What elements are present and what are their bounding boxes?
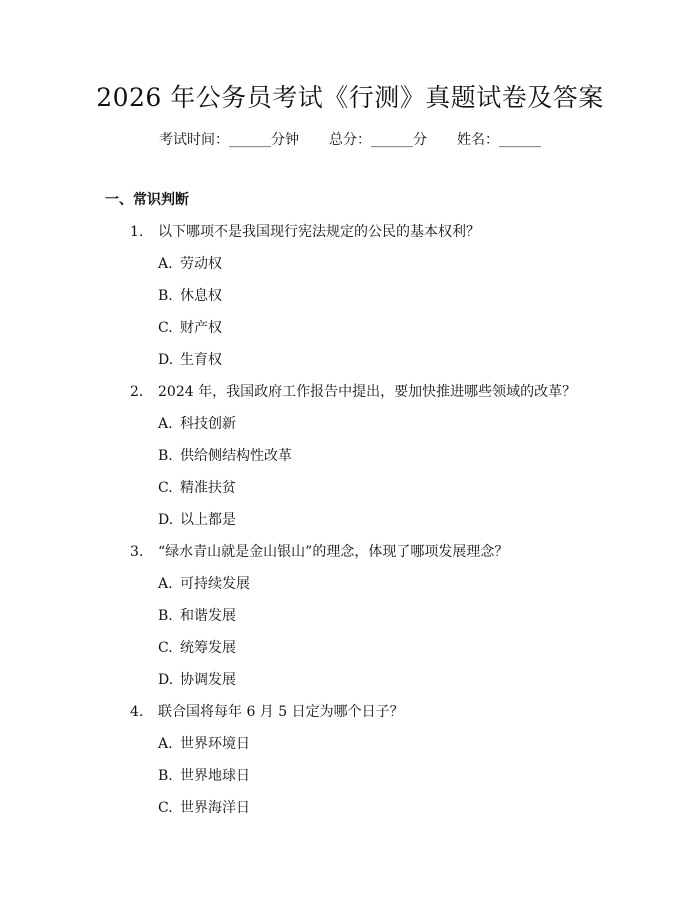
option-b — [0, 766, 700, 798]
option-letter: D. — [158, 512, 174, 528]
option-b — [0, 286, 700, 318]
total-score-field: 总分：______分 — [329, 132, 427, 148]
option-text: 供给侧结构性改革 — [180, 448, 292, 464]
option-letter: C. — [158, 800, 173, 816]
question-4 — [0, 702, 700, 830]
section-heading: 一、常识判断 — [105, 192, 189, 208]
option-text: 世界地球日 — [180, 768, 250, 784]
question-stem — [0, 702, 700, 734]
option-b — [0, 606, 700, 638]
exam-time-field: 考试时间：______分钟 — [159, 132, 299, 148]
option-a — [0, 414, 700, 446]
option-text: 劳动权 — [180, 256, 222, 272]
question-text: 以下哪项不是我国现行宪法规定的公民的基本权利？ — [158, 224, 480, 240]
option-c — [0, 798, 700, 830]
option-text: 统筹发展 — [180, 640, 236, 656]
option-letter: B. — [158, 288, 173, 304]
option-letter: D. — [158, 672, 174, 688]
option-d — [0, 350, 700, 382]
option-letter: B. — [158, 768, 173, 784]
option-text: 以上都是 — [180, 512, 236, 528]
option-letter: B. — [158, 448, 173, 464]
name-field: 姓名：______ — [457, 132, 541, 148]
option-text: 休息权 — [180, 288, 222, 304]
option-text: 可持续发展 — [180, 576, 250, 592]
option-text: 生育权 — [180, 352, 222, 368]
option-letter: B. — [158, 608, 173, 624]
option-text: 世界环境日 — [180, 736, 250, 752]
option-text: 协调发展 — [180, 672, 236, 688]
option-text: 财产权 — [180, 320, 222, 336]
option-c — [0, 318, 700, 350]
question-2 — [0, 382, 700, 542]
option-b — [0, 446, 700, 478]
option-a — [0, 574, 700, 606]
option-letter: A. — [158, 416, 173, 432]
option-c — [0, 478, 700, 510]
question-stem — [0, 382, 700, 414]
option-text: 和谐发展 — [180, 608, 236, 624]
option-text: 科技创新 — [180, 416, 236, 432]
page-title: 2026 年公务员考试《行测》真题试卷及答案 — [96, 83, 604, 112]
exam-meta — [0, 130, 700, 150]
option-text: 世界海洋日 — [180, 800, 250, 816]
question-number: 3. — [130, 544, 144, 560]
question-text: 联合国将每年 6 月 5 日定为哪个日子？ — [158, 704, 404, 720]
option-a — [0, 254, 700, 286]
option-letter: C. — [158, 480, 173, 496]
question-text: “绿水青山就是金山银山”的理念，体现了哪项发展理念？ — [158, 544, 509, 560]
option-letter: A. — [158, 576, 173, 592]
question-list — [0, 222, 700, 830]
option-c — [0, 638, 700, 670]
question-stem — [0, 542, 700, 574]
option-letter: A. — [158, 736, 173, 752]
option-letter: C. — [158, 640, 173, 656]
question-stem — [0, 222, 700, 254]
option-letter: D. — [158, 352, 174, 368]
option-d — [0, 510, 700, 542]
option-d — [0, 670, 700, 702]
question-text: 2024 年，我国政府工作报告中提出，要加快推进哪些领域的改革？ — [158, 384, 577, 400]
question-number: 4. — [130, 704, 144, 720]
question-1 — [0, 222, 700, 382]
option-a — [0, 734, 700, 766]
option-text: 精准扶贫 — [180, 480, 236, 496]
question-3 — [0, 542, 700, 702]
option-letter: A. — [158, 256, 173, 272]
option-letter: C. — [158, 320, 173, 336]
question-number: 1. — [130, 224, 144, 240]
question-number: 2. — [130, 384, 144, 400]
